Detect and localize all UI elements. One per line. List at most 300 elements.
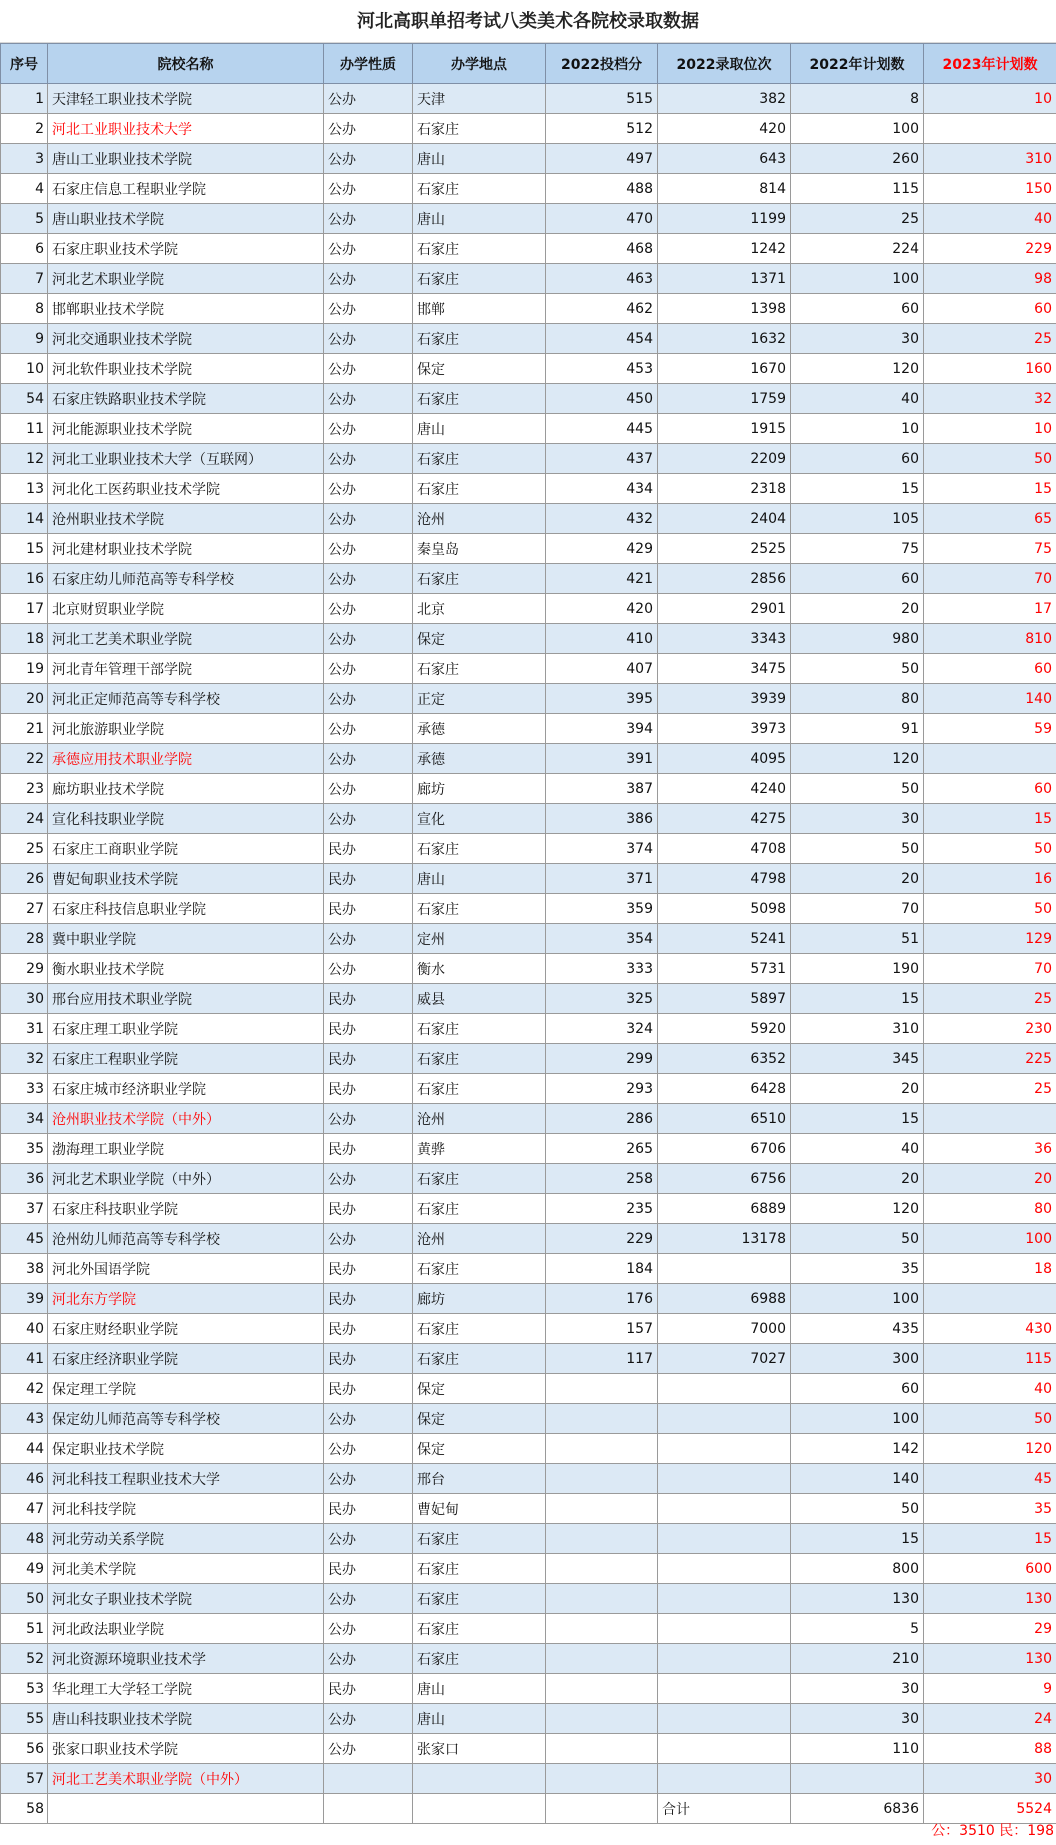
cell-school-name: 河北工业职业技术大学（互联网） <box>48 444 324 474</box>
cell-2023-plan: 229 <box>924 234 1056 264</box>
cell-2022-score: 407 <box>546 654 658 684</box>
cell-2022-rank: 2404 <box>658 504 791 534</box>
cell-index: 20 <box>1 684 48 714</box>
cell-index: 29 <box>1 954 48 984</box>
table-row <box>1 1404 1056 1434</box>
header-2022-rank: 2022录取位次 <box>658 44 791 84</box>
footer-summary-text: 公：3510 民：198 <box>931 1823 1054 1839</box>
cell-school-type: 民办 <box>324 1554 413 1584</box>
table-row <box>1 1104 1056 1134</box>
table-row <box>1 384 1056 414</box>
cell-school-name: 北京财贸职业学院 <box>48 594 324 624</box>
cell-2022-score: 286 <box>546 1104 658 1134</box>
cell-2022-plan: 800 <box>791 1554 924 1584</box>
cell-2022-score <box>546 1614 658 1644</box>
cell-school-type: 公办 <box>324 504 413 534</box>
cell-index: 21 <box>1 714 48 744</box>
cell-2023-plan: 60 <box>924 654 1056 684</box>
cell-index: 57 <box>1 1764 48 1794</box>
cell-2022-plan: 50 <box>791 654 924 684</box>
cell-school-name: 石家庄财经职业学院 <box>48 1314 324 1344</box>
cell-2022-score: 176 <box>546 1284 658 1314</box>
cell-school-name: 河北劳动关系学院 <box>48 1524 324 1554</box>
cell-school-type: 民办 <box>324 1074 413 1104</box>
cell-location: 邯郸 <box>413 294 546 324</box>
cell-2022-plan: 50 <box>791 1494 924 1524</box>
cell-school-name: 承德应用技术职业学院 <box>48 744 324 774</box>
cell-2022-plan: 105 <box>791 504 924 534</box>
cell-school-name: 河北科技工程职业技术大学 <box>48 1464 324 1494</box>
cell-school-name: 河北软件职业技术学院 <box>48 354 324 384</box>
cell-school-name: 保定理工学院 <box>48 1374 324 1404</box>
cell-2022-rank <box>658 1674 791 1704</box>
cell-school-type: 民办 <box>324 984 413 1014</box>
cell-school-name: 石家庄科技信息职业学院 <box>48 894 324 924</box>
cell-2022-plan: 224 <box>791 234 924 264</box>
cell-school-name: 渤海理工职业学院 <box>48 1134 324 1164</box>
cell-index: 41 <box>1 1344 48 1374</box>
header-2022-score: 2022投档分 <box>546 44 658 84</box>
cell-2022-rank: 5241 <box>658 924 791 954</box>
cell-2022-plan: 310 <box>791 1014 924 1044</box>
cell-school-type: 公办 <box>324 954 413 984</box>
cell-school-name: 河北化工医药职业技术学院 <box>48 474 324 504</box>
table-row <box>1 834 1056 864</box>
cell-school-type: 公办 <box>324 654 413 684</box>
cell-2023-plan: 36 <box>924 1134 1056 1164</box>
cell-index: 42 <box>1 1374 48 1404</box>
cell-2023-plan: 30 <box>924 1764 1056 1794</box>
cell-2022-plan: 100 <box>791 114 924 144</box>
cell-2022-score: 235 <box>546 1194 658 1224</box>
cell-location: 宣化 <box>413 804 546 834</box>
cell-school-type: 民办 <box>324 1374 413 1404</box>
table-row <box>1 174 1056 204</box>
cell-2022-score: 229 <box>546 1224 658 1254</box>
cell-2022-rank: 6889 <box>658 1194 791 1224</box>
cell-index: 27 <box>1 894 48 924</box>
cell-school-type: 公办 <box>324 1104 413 1134</box>
cell-school-name: 河北东方学院 <box>48 1284 324 1314</box>
cell-2023-plan: 65 <box>924 504 1056 534</box>
cell-location: 承德 <box>413 744 546 774</box>
cell-2022-rank: 2525 <box>658 534 791 564</box>
cell-2022-rank <box>658 1554 791 1584</box>
table-row <box>1 774 1056 804</box>
cell-2023-plan: 50 <box>924 1404 1056 1434</box>
cell-index: 11 <box>1 414 48 444</box>
cell-location: 沧州 <box>413 504 546 534</box>
cell-location: 石家庄 <box>413 324 546 354</box>
cell-school-type: 公办 <box>324 924 413 954</box>
cell-index: 48 <box>1 1524 48 1554</box>
cell-2023-plan: 60 <box>924 774 1056 804</box>
cell-2022-plan: 300 <box>791 1344 924 1374</box>
cell-2023-plan: 10 <box>924 84 1056 114</box>
table-row <box>1 1434 1056 1464</box>
cell-2023-plan: 140 <box>924 684 1056 714</box>
cell-index: 12 <box>1 444 48 474</box>
cell-2022-plan: 15 <box>791 1104 924 1134</box>
cell-2022-rank: 3939 <box>658 684 791 714</box>
cell-2022-plan: 15 <box>791 1524 924 1554</box>
cell-2022-plan: 20 <box>791 1164 924 1194</box>
table-row <box>1 594 1056 624</box>
cell-2023-plan: 32 <box>924 384 1056 414</box>
cell-index: 4 <box>1 174 48 204</box>
cell-location: 石家庄 <box>413 474 546 504</box>
cell-2022-rank <box>658 1764 791 1794</box>
table-row <box>1 1644 1056 1674</box>
cell-index: 9 <box>1 324 48 354</box>
cell-school-type: 公办 <box>324 774 413 804</box>
cell-2022-plan: 60 <box>791 444 924 474</box>
cell-school-type: 民办 <box>324 1254 413 1284</box>
cell-2022-plan: 60 <box>791 564 924 594</box>
table-row <box>1 1764 1056 1794</box>
cell-location: 黄骅 <box>413 1134 546 1164</box>
cell-2022-plan: 110 <box>791 1734 924 1764</box>
header-index: 序号 <box>1 44 48 84</box>
cell-2022-plan: 40 <box>791 384 924 414</box>
cell-index: 13 <box>1 474 48 504</box>
cell-school-name: 河北旅游职业学院 <box>48 714 324 744</box>
cell-index: 17 <box>1 594 48 624</box>
cell-index: 30 <box>1 984 48 1014</box>
table-row <box>1 444 1056 474</box>
cell-2022-plan: 120 <box>791 744 924 774</box>
table-row <box>1 534 1056 564</box>
cell-school-name: 河北美术学院 <box>48 1554 324 1584</box>
cell-2022-score: 450 <box>546 384 658 414</box>
cell-2023-plan <box>924 744 1056 774</box>
cell-2022-score <box>546 1584 658 1614</box>
cell-2022-score <box>546 1554 658 1584</box>
cell-school-type: 民办 <box>324 1044 413 1074</box>
cell-2022-rank <box>658 1374 791 1404</box>
cell-location: 保定 <box>413 1434 546 1464</box>
table-row <box>1 984 1056 1014</box>
cell-school-name: 天津轻工职业技术学院 <box>48 84 324 114</box>
cell-school-name: 河北艺术职业学院（中外） <box>48 1164 324 1194</box>
cell-2022-rank: 2209 <box>658 444 791 474</box>
cell-school-name: 唐山科技职业技术学院 <box>48 1704 324 1734</box>
cell-2022-rank: 2856 <box>658 564 791 594</box>
cell-2023-plan: 430 <box>924 1314 1056 1344</box>
cell-index: 55 <box>1 1704 48 1734</box>
cell-school-name: 石家庄城市经济职业学院 <box>48 1074 324 1104</box>
cell-school-name: 石家庄职业技术学院 <box>48 234 324 264</box>
cell-location: 邢台 <box>413 1464 546 1494</box>
table-row <box>1 1674 1056 1704</box>
cell-school-type: 公办 <box>324 1164 413 1194</box>
cell-2022-score: 387 <box>546 774 658 804</box>
cell-2022-plan: 190 <box>791 954 924 984</box>
cell-2022-rank: 420 <box>658 114 791 144</box>
cell-school-type: 公办 <box>324 114 413 144</box>
cell-2023-plan: 88 <box>924 1734 1056 1764</box>
cell-school-type: 公办 <box>324 384 413 414</box>
cell-2022-rank <box>658 1464 791 1494</box>
table-row <box>1 1704 1056 1734</box>
cell-2023-plan: 810 <box>924 624 1056 654</box>
cell-2023-plan: 115 <box>924 1344 1056 1374</box>
cell-2022-rank: 4798 <box>658 864 791 894</box>
cell-school-name: 河北科技学院 <box>48 1494 324 1524</box>
cell-location: 唐山 <box>413 414 546 444</box>
cell-2022-plan: 345 <box>791 1044 924 1074</box>
cell-2022-score: 429 <box>546 534 658 564</box>
cell-2022-plan: 260 <box>791 144 924 174</box>
cell-2022-rank <box>658 1704 791 1734</box>
table-row <box>1 1164 1056 1194</box>
cell-school-name: 唐山工业职业技术学院 <box>48 144 324 174</box>
cell-location: 沧州 <box>413 1224 546 1254</box>
cell-2022-score: 394 <box>546 714 658 744</box>
cell-index: 5 <box>1 204 48 234</box>
table-body <box>1 84 1056 1824</box>
cell-school-type: 公办 <box>324 744 413 774</box>
cell-2023-plan: 25 <box>924 984 1056 1014</box>
cell-2022-plan: 75 <box>791 534 924 564</box>
table-row <box>1 1584 1056 1614</box>
table-row <box>1 84 1056 114</box>
table-row <box>1 1044 1056 1074</box>
cell-school-name: 河北外国语学院 <box>48 1254 324 1284</box>
cell-2022-plan: 8 <box>791 84 924 114</box>
cell-2022-score: 437 <box>546 444 658 474</box>
cell-location: 唐山 <box>413 864 546 894</box>
cell-2023-plan: 10 <box>924 414 1056 444</box>
cell-2022-rank: 1371 <box>658 264 791 294</box>
cell-location: 石家庄 <box>413 234 546 264</box>
cell-location: 石家庄 <box>413 1314 546 1344</box>
table-row <box>1 1314 1056 1344</box>
cell-school-name: 石家庄幼儿师范高等专科学校 <box>48 564 324 594</box>
cell-school-type: 公办 <box>324 684 413 714</box>
cell-index: 46 <box>1 1464 48 1494</box>
cell-2022-plan: 30 <box>791 324 924 354</box>
cell-school-name: 张家口职业技术学院 <box>48 1734 324 1764</box>
table-row <box>1 1524 1056 1554</box>
cell-school-name: 河北正定师范高等专科学校 <box>48 684 324 714</box>
cell-school-name: 廊坊职业技术学院 <box>48 774 324 804</box>
cell-location: 廊坊 <box>413 774 546 804</box>
cell-2022-rank: 1915 <box>658 414 791 444</box>
cell-2023-plan: 100 <box>924 1224 1056 1254</box>
cell-2022-rank: 382 <box>658 84 791 114</box>
total-label: 合计 <box>658 1794 791 1824</box>
cell-index: 23 <box>1 774 48 804</box>
cell-2022-score: 258 <box>546 1164 658 1194</box>
cell-school-name: 石家庄工程职业学院 <box>48 1044 324 1074</box>
cell-school-type: 公办 <box>324 1524 413 1554</box>
cell-index: 22 <box>1 744 48 774</box>
cell-index: 34 <box>1 1104 48 1134</box>
cell-2022-plan: 10 <box>791 414 924 444</box>
cell-school-type: 公办 <box>324 204 413 234</box>
cell-location <box>413 1764 546 1794</box>
cell-2022-score <box>546 1644 658 1674</box>
cell-school-type: 公办 <box>324 1434 413 1464</box>
cell-2023-plan: 310 <box>924 144 1056 174</box>
cell-school-type: 公办 <box>324 144 413 174</box>
cell-2022-score: 265 <box>546 1134 658 1164</box>
cell-location: 唐山 <box>413 1704 546 1734</box>
cell-2022-score: 374 <box>546 834 658 864</box>
header-school-name: 院校名称 <box>48 44 324 84</box>
table-row <box>1 1554 1056 1584</box>
cell-2022-score: 184 <box>546 1254 658 1284</box>
cell-2022-rank: 1670 <box>658 354 791 384</box>
cell-2022-plan: 100 <box>791 1404 924 1434</box>
cell-2022-plan: 100 <box>791 1284 924 1314</box>
cell-2022-score: 293 <box>546 1074 658 1104</box>
cell-2022-plan: 51 <box>791 924 924 954</box>
table-row <box>1 894 1056 924</box>
cell-2022-score: 468 <box>546 234 658 264</box>
cell-2022-rank: 13178 <box>658 1224 791 1254</box>
cell-location: 衡水 <box>413 954 546 984</box>
cell-school-name: 邢台应用技术职业学院 <box>48 984 324 1014</box>
cell-index: 38 <box>1 1254 48 1284</box>
cell-school-type: 公办 <box>324 1404 413 1434</box>
cell-2022-plan: 50 <box>791 774 924 804</box>
cell-school-name: 河北建材职业技术学院 <box>48 534 324 564</box>
table-row <box>1 924 1056 954</box>
cell-2022-plan: 80 <box>791 684 924 714</box>
cell-2022-plan: 30 <box>791 1704 924 1734</box>
cell-location: 石家庄 <box>413 1254 546 1284</box>
cell-2023-plan: 129 <box>924 924 1056 954</box>
cell-2022-rank: 4095 <box>658 744 791 774</box>
cell-2022-plan: 40 <box>791 1134 924 1164</box>
cell-index: 2 <box>1 114 48 144</box>
cell-2022-score: 354 <box>546 924 658 954</box>
table-row <box>1 294 1056 324</box>
cell-school-name: 衡水职业技术学院 <box>48 954 324 984</box>
table-row <box>1 234 1056 264</box>
cell-2023-plan: 98 <box>924 264 1056 294</box>
cell-school-name: 河北青年管理干部学院 <box>48 654 324 684</box>
cell-2022-plan: 91 <box>791 714 924 744</box>
cell-2023-plan: 59 <box>924 714 1056 744</box>
cell-2022-score: 386 <box>546 804 658 834</box>
cell-index: 49 <box>1 1554 48 1584</box>
cell-location: 威县 <box>413 984 546 1014</box>
cell-location: 唐山 <box>413 204 546 234</box>
cell-school-type: 民办 <box>324 1494 413 1524</box>
cell-location: 石家庄 <box>413 1584 546 1614</box>
cell-school-type: 民办 <box>324 1674 413 1704</box>
cell-school-name: 华北理工大学轻工学院 <box>48 1674 324 1704</box>
cell-location: 正定 <box>413 684 546 714</box>
table-row <box>1 684 1056 714</box>
cell-location: 唐山 <box>413 144 546 174</box>
cell-2022-score: 432 <box>546 504 658 534</box>
header-row <box>1 44 1056 84</box>
table-row <box>1 1734 1056 1764</box>
cell-2022-rank <box>658 1494 791 1524</box>
cell-2023-plan <box>924 1104 1056 1134</box>
cell-school-type: 民办 <box>324 1344 413 1374</box>
table-row <box>1 1014 1056 1044</box>
cell-2022-score <box>546 1764 658 1794</box>
cell-2022-rank: 5897 <box>658 984 791 1014</box>
cell-2022-rank: 1759 <box>658 384 791 414</box>
cell-2022-score: 420 <box>546 594 658 624</box>
cell-location: 张家口 <box>413 1734 546 1764</box>
cell-index: 53 <box>1 1674 48 1704</box>
cell-index: 26 <box>1 864 48 894</box>
cell-index: 44 <box>1 1434 48 1464</box>
cell-2022-rank: 3973 <box>658 714 791 744</box>
cell-school-type: 公办 <box>324 354 413 384</box>
cell-school-type: 民办 <box>324 834 413 864</box>
cell-index: 56 <box>1 1734 48 1764</box>
cell-location: 石家庄 <box>413 564 546 594</box>
table-row <box>1 954 1056 984</box>
table-row <box>1 144 1056 174</box>
cell-2022-plan: 30 <box>791 1674 924 1704</box>
cell-school-type: 公办 <box>324 1614 413 1644</box>
cell-location: 石家庄 <box>413 1074 546 1104</box>
cell-location: 定州 <box>413 924 546 954</box>
cell-2022-score <box>546 1464 658 1494</box>
table-row <box>1 804 1056 834</box>
cell-index: 35 <box>1 1134 48 1164</box>
footer-summary <box>0 1818 1056 1845</box>
table-row <box>1 1134 1056 1164</box>
cell-index: 1 <box>1 84 48 114</box>
cell-2022-plan: 50 <box>791 1224 924 1254</box>
cell-school-name: 曹妃甸职业技术学院 <box>48 864 324 894</box>
cell-2022-rank: 6428 <box>658 1074 791 1104</box>
cell-school-type: 民办 <box>324 894 413 924</box>
cell-2023-plan: 60 <box>924 294 1056 324</box>
table-row <box>1 624 1056 654</box>
table-row <box>1 354 1056 384</box>
table-row <box>1 474 1056 504</box>
table-row <box>1 504 1056 534</box>
cell-school-type: 公办 <box>324 444 413 474</box>
cell-index: 14 <box>1 504 48 534</box>
cell-2022-rank <box>658 1734 791 1764</box>
cell-2022-rank: 6756 <box>658 1164 791 1194</box>
cell-2022-plan: 60 <box>791 1374 924 1404</box>
cell-2022-plan: 142 <box>791 1434 924 1464</box>
cell-school-type: 公办 <box>324 294 413 324</box>
admission-table <box>0 43 1056 1824</box>
table-row <box>1 114 1056 144</box>
cell-school-name: 沧州职业技术学院（中外） <box>48 1104 324 1134</box>
cell-2023-plan <box>924 114 1056 144</box>
cell-2022-rank: 5731 <box>658 954 791 984</box>
cell-2022-rank: 6352 <box>658 1044 791 1074</box>
cell-location: 石家庄 <box>413 1524 546 1554</box>
cell-2022-rank: 643 <box>658 144 791 174</box>
cell-2022-rank <box>658 1584 791 1614</box>
table-row <box>1 1614 1056 1644</box>
cell-2022-rank: 4275 <box>658 804 791 834</box>
cell-school-name: 冀中职业学院 <box>48 924 324 954</box>
cell-location: 保定 <box>413 1374 546 1404</box>
cell-2022-rank: 7000 <box>658 1314 791 1344</box>
cell-school-name: 石家庄理工职业学院 <box>48 1014 324 1044</box>
header-2022-plan: 2022年计划数 <box>791 44 924 84</box>
cell-location: 石家庄 <box>413 1044 546 1074</box>
cell-2022-score: 497 <box>546 144 658 174</box>
